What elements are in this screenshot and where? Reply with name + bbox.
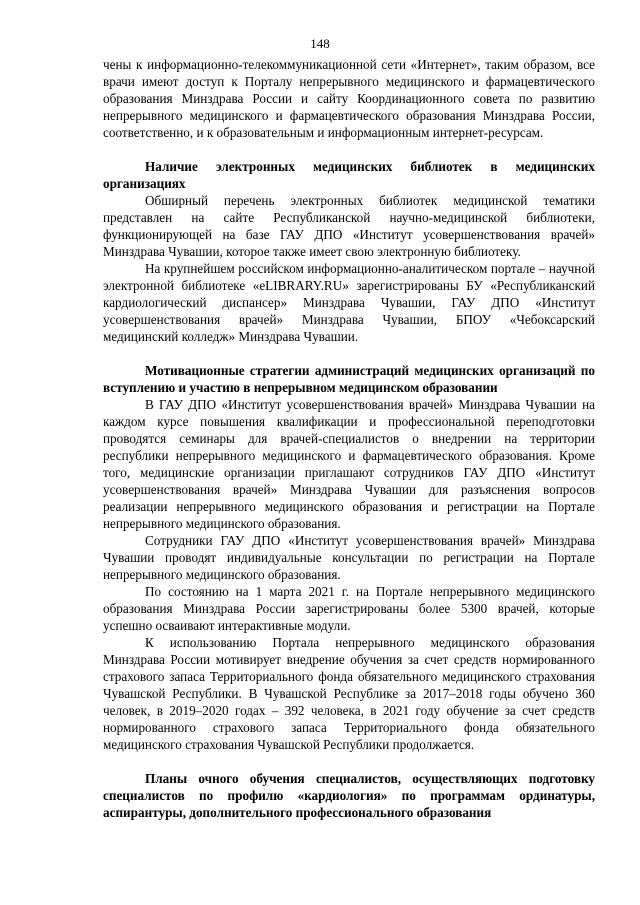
section-heading: Планы очного обучения специалистов, осуществляющих подготовку специалистов по профилю «кардиология» по программам ординатуры, аспирантуры, дополнительного профессионального образования <box>103 771 595 820</box>
section-training-plans <box>103 770 595 821</box>
section-heading: Наличие электронных медицинских библиотек в медицинских организациях <box>103 159 595 191</box>
section-motivation-strategies <box>103 362 595 753</box>
page-number: 148 <box>310 36 330 51</box>
intro-paragraph: чены к информационно-телекоммуникационной сети «Интернет», таким образом, все врачи имеют доступ к Порталу непрерывного медицинского и фармацевтического образования Минздрава России и сайту Координационного совета по развитию непрерывного медицинского и фармацевтического образования Минздрава России, соответственно, и к образовательным и информационным интернет-ресурсам. <box>103 57 595 140</box>
paragraph: В ГАУ ДПО «Институт усовершенствования врачей» Минздрава Чувашии на каждом курсе повышения квалификации и профессиональной переподготовки проводятся семинары для врачей-специалистов о внедрении на территории республики непрерывного медицинского и фармацевтического образования. Кроме того, медицинские организации приглашают сотрудников ГАУ ДПО «Институт усовершенствования врачей» Минздрава Чувашии для разъяснения вопросов реализации непрерывного медицинского образования и регистрации на Портале непрерывного медицинского образования. <box>103 397 595 531</box>
paragraph: Обширный перечень электронных библиотек медицинской тематики представлен на сайте Республиканской научно-медицинской библиотеки, функционирующей на базе ГАУ ДПО «Институт усовершенствования врачей» Минздрава Чувашии, которое также имеет свою электронную библиотеку. <box>103 193 595 259</box>
section-gap <box>103 141 595 158</box>
section-heading: Мотивационные стратегии администраций медицинских организаций по вступлению и участию в непрерывном медицинском образовании <box>103 363 595 395</box>
document-body <box>103 56 595 821</box>
paragraph: По состоянию на 1 марта 2021 г. на Портале непрерывного медицинского образования Минздрава России зарегистрированы более 5300 врачей, которые успешно осваивают интерактивные модули. <box>103 584 595 633</box>
section-electronic-libraries <box>103 158 595 345</box>
paragraph: К использованию Портала непрерывного медицинского образования Минздрава России мотивирует внедрение обучения за счет средств нормированного страхового запаса Территориального фонда обязательного медицинского страхования Чувашской Республики. В Чувашской Республике за 2017–2018 годы обучено 360 человек, в 2019–2020 годах – 392 человека, в 2021 году обучение за счет средств нормированного страхового запаса Территориального фонда обязательного медицинского страхования Чувашской Республики продолжается. <box>103 635 595 752</box>
section-gap <box>103 753 595 770</box>
paragraph: Сотрудники ГАУ ДПО «Институт усовершенствования врачей» Минздрава Чувашии проводят индивидуальные консультации по регистрации на Портале непрерывного медицинского образования. <box>103 533 595 582</box>
paragraph: На крупнейшем российском информационно-аналитическом портале – научной электронной библиотеке «eLIBRARY.RU» зарегистрированы БУ «Республиканский кардиологический диспансер» Минздрава Чувашии, ГАУ ДПО «Институт усовершенствования врачей» Минздрава Чувашии, БПОУ «Чебоксарский медицинский колледж» Минздрава Чувашии. <box>103 261 595 344</box>
section-gap <box>103 345 595 362</box>
